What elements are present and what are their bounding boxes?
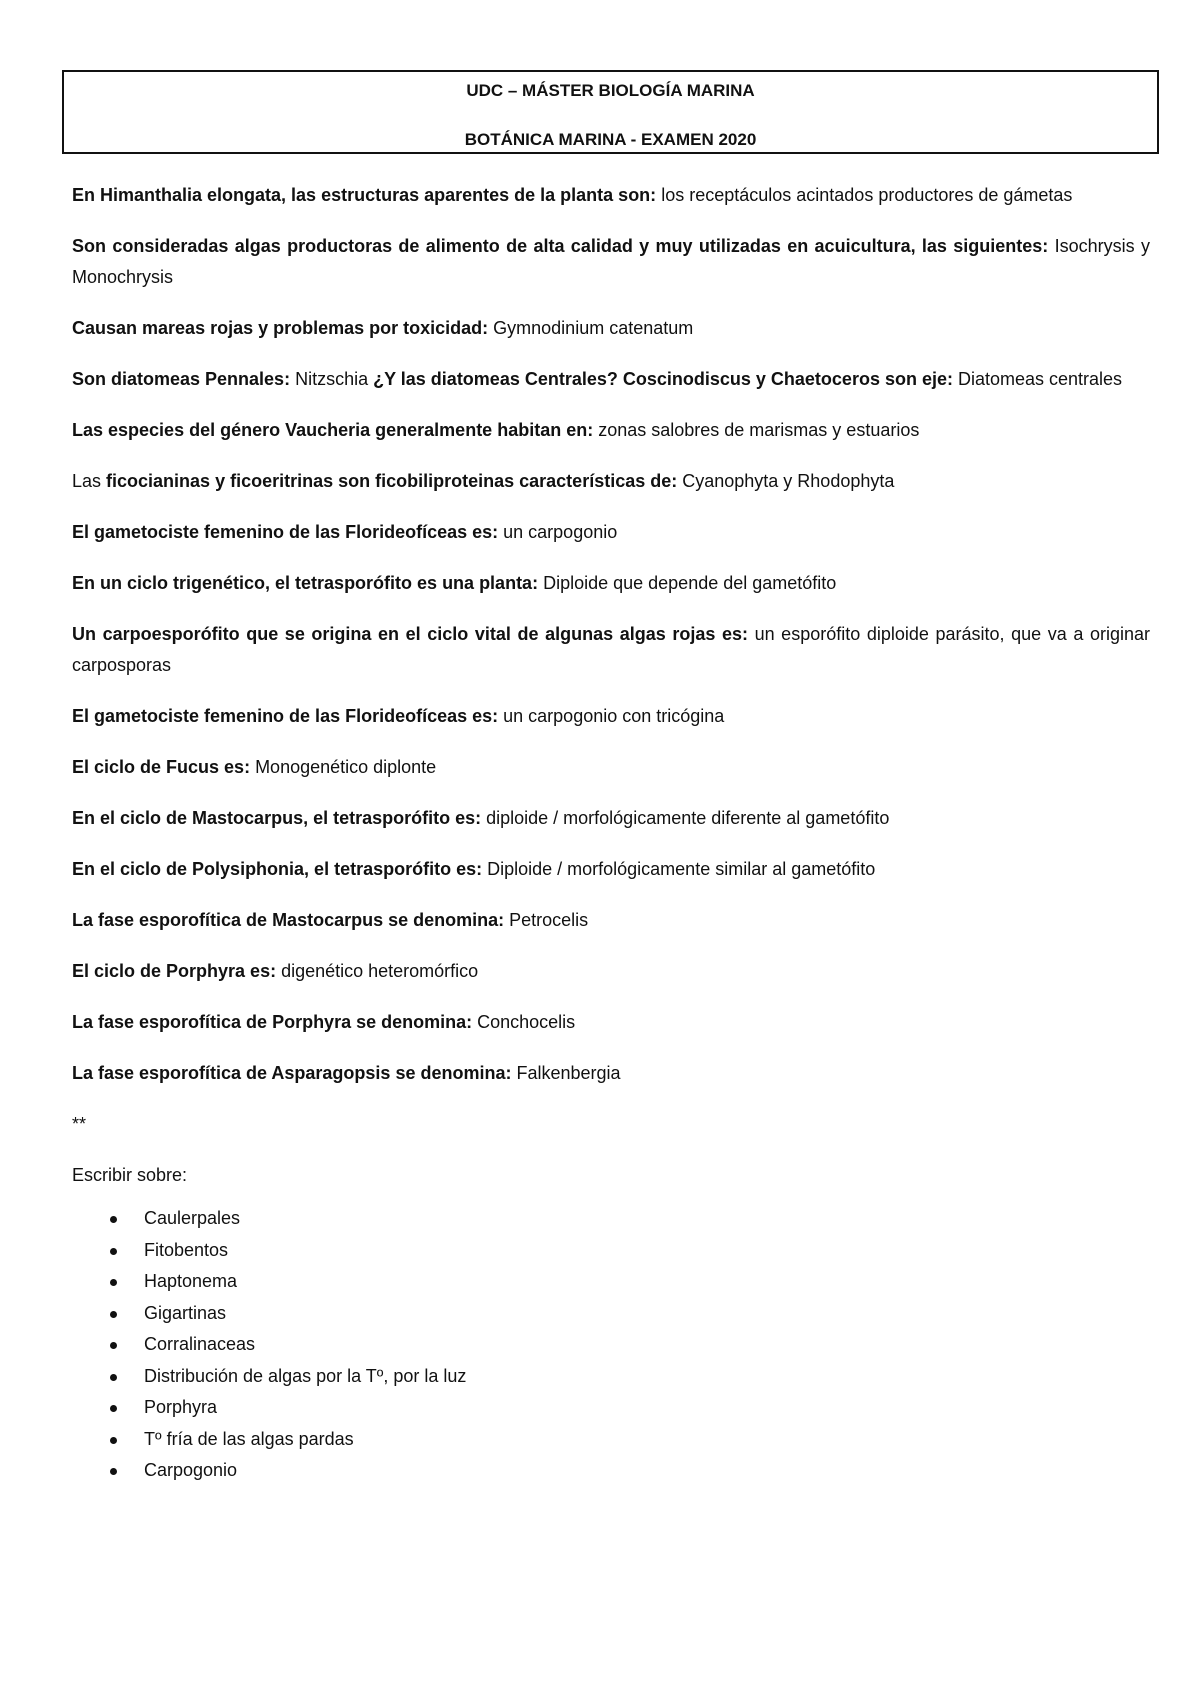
topic-item bbox=[72, 1203, 1150, 1235]
question-text: Causan mareas rojas y problemas por toxicidad: bbox=[72, 318, 489, 338]
topics-list bbox=[72, 1203, 1150, 1487]
answer-text: digenético heteromórfico bbox=[276, 961, 479, 981]
question-text: La fase esporofítica de Mastocarpus se denomina: bbox=[72, 910, 505, 930]
question-text: En Himanthalia elongata, las estructuras aparentes de la planta son: bbox=[72, 185, 657, 205]
header-box bbox=[62, 70, 1159, 154]
answer-text: Diploide / morfológicamente similar al gametófito bbox=[482, 859, 876, 879]
topic-item bbox=[72, 1329, 1150, 1361]
answer-text: diploide / morfológicamente diferente al gametófito bbox=[481, 808, 890, 828]
topic-label: Caulerpales bbox=[144, 1208, 241, 1228]
topic-label: Haptonema bbox=[144, 1271, 238, 1291]
question-text: La fase esporofítica de Asparagopsis se denomina: bbox=[72, 1063, 512, 1083]
bullet-icon bbox=[110, 1437, 117, 1444]
question-text: El gametociste femenino de las Florideofíceas es: bbox=[72, 706, 499, 726]
question-text: El ciclo de Fucus es: bbox=[72, 757, 251, 777]
question-text: Son diatomeas Pennales: bbox=[72, 369, 291, 389]
question-item bbox=[72, 517, 1150, 548]
question-item bbox=[72, 364, 1150, 395]
question-item bbox=[72, 1007, 1150, 1038]
question-item bbox=[72, 803, 1150, 834]
bullet-icon bbox=[110, 1342, 117, 1349]
bullet-icon bbox=[110, 1216, 117, 1223]
topic-item bbox=[72, 1455, 1150, 1487]
answer-text: Cyanophyta y Rhodophyta bbox=[677, 471, 895, 491]
question-item bbox=[72, 466, 1150, 497]
question-item bbox=[72, 956, 1150, 987]
bullet-icon bbox=[110, 1405, 117, 1412]
answer-text: Monogenético diplonte bbox=[250, 757, 437, 777]
topic-label: Corralinaceas bbox=[144, 1334, 256, 1354]
answer-text: un esporófito diploide parásito, que va a originar carposporas bbox=[72, 624, 1150, 675]
header-subtitle: BOTÁNICA MARINA - EXAMEN 2020 bbox=[464, 130, 757, 149]
question-item bbox=[72, 568, 1150, 599]
topic-item bbox=[72, 1298, 1150, 1330]
answer-text: un carpogonio bbox=[498, 522, 618, 542]
question-text: El gametociste femenino de las Florideofíceas es: bbox=[72, 522, 499, 542]
topic-item bbox=[72, 1361, 1150, 1393]
bullet-icon bbox=[110, 1374, 117, 1381]
question-text: Las especies del género Vaucheria generalmente habitan en: bbox=[72, 420, 594, 440]
question-item bbox=[72, 619, 1150, 681]
topic-item bbox=[72, 1392, 1150, 1424]
document-content bbox=[72, 180, 1150, 1487]
topic-label: Gigartinas bbox=[144, 1302, 227, 1323]
topic-label: Fitobentos bbox=[144, 1239, 229, 1260]
question-item bbox=[72, 854, 1150, 885]
topic-label: Porphyra bbox=[144, 1397, 218, 1417]
bullet-icon bbox=[110, 1279, 117, 1286]
topic-label: Distribución de algas por la Tº, por la luz bbox=[144, 1365, 467, 1386]
question-text: Un carpoesporófito que se origina en el ciclo vital de algunas algas rojas es: bbox=[72, 624, 748, 644]
questions-list bbox=[72, 180, 1150, 1089]
topic-label: Tº fría de las algas pardas bbox=[144, 1428, 354, 1449]
bullet-icon bbox=[110, 1468, 117, 1475]
question-item bbox=[72, 415, 1150, 446]
answer-text: Diatomeas centrales bbox=[952, 369, 1123, 389]
question-item bbox=[72, 905, 1150, 936]
answer-text: un carpogonio con tricógina bbox=[498, 706, 725, 726]
answer-text: Petrocelis bbox=[504, 910, 589, 930]
answer-text: los receptáculos acintados productores de gámetas bbox=[656, 185, 1073, 205]
answer-text: Nitzschia bbox=[290, 369, 374, 389]
answer-text: Isochrysis y Monochrysis bbox=[72, 236, 1150, 287]
bullet-icon bbox=[110, 1248, 117, 1255]
write-heading: Escribir sobre: bbox=[72, 1165, 188, 1185]
question-text: Son consideradas algas productoras de alimento de alta calidad y muy utilizadas en acuicultura, las siguientes: bbox=[72, 236, 1049, 256]
question-item bbox=[72, 231, 1150, 293]
topic-item bbox=[72, 1266, 1150, 1298]
topic-item bbox=[72, 1424, 1150, 1456]
question-text: ficocianinas y ficoeritrinas son ficobiliproteinas características de: bbox=[106, 471, 678, 491]
header-title: UDC – MÁSTER BIOLOGÍA MARINA bbox=[466, 81, 755, 100]
question-prefix: Las bbox=[72, 471, 107, 491]
question-text: El ciclo de Porphyra es: bbox=[72, 961, 277, 981]
topic-item bbox=[72, 1235, 1150, 1267]
answer-text: Gymnodinium catenatum bbox=[488, 318, 694, 338]
question-text: En un ciclo trigenético, el tetrasporófito es una planta: bbox=[72, 573, 539, 593]
separator: ** bbox=[72, 1114, 87, 1134]
question-text: En el ciclo de Mastocarpus, el tetrasporófito es: bbox=[72, 808, 482, 828]
question-item bbox=[72, 701, 1150, 732]
answer-text: zonas salobres de marismas y estuarios bbox=[593, 420, 920, 440]
answer-text: Conchocelis bbox=[472, 1012, 576, 1032]
question-text: La fase esporofítica de Porphyra se denomina: bbox=[72, 1012, 473, 1032]
question-text: ¿Y las diatomeas Centrales? Coscinodiscus y Chaetoceros son eje: bbox=[373, 369, 953, 389]
answer-text: Diploide que depende del gametófito bbox=[538, 573, 837, 593]
question-text: En el ciclo de Polysiphonia, el tetrasporófito es: bbox=[72, 859, 483, 879]
topic-label: Carpogonio bbox=[144, 1460, 238, 1480]
question-item bbox=[72, 1058, 1150, 1089]
question-item bbox=[72, 752, 1150, 783]
answer-text: Falkenbergia bbox=[511, 1063, 621, 1083]
question-item bbox=[72, 313, 1150, 344]
question-item bbox=[72, 180, 1150, 211]
bullet-icon bbox=[110, 1311, 117, 1318]
